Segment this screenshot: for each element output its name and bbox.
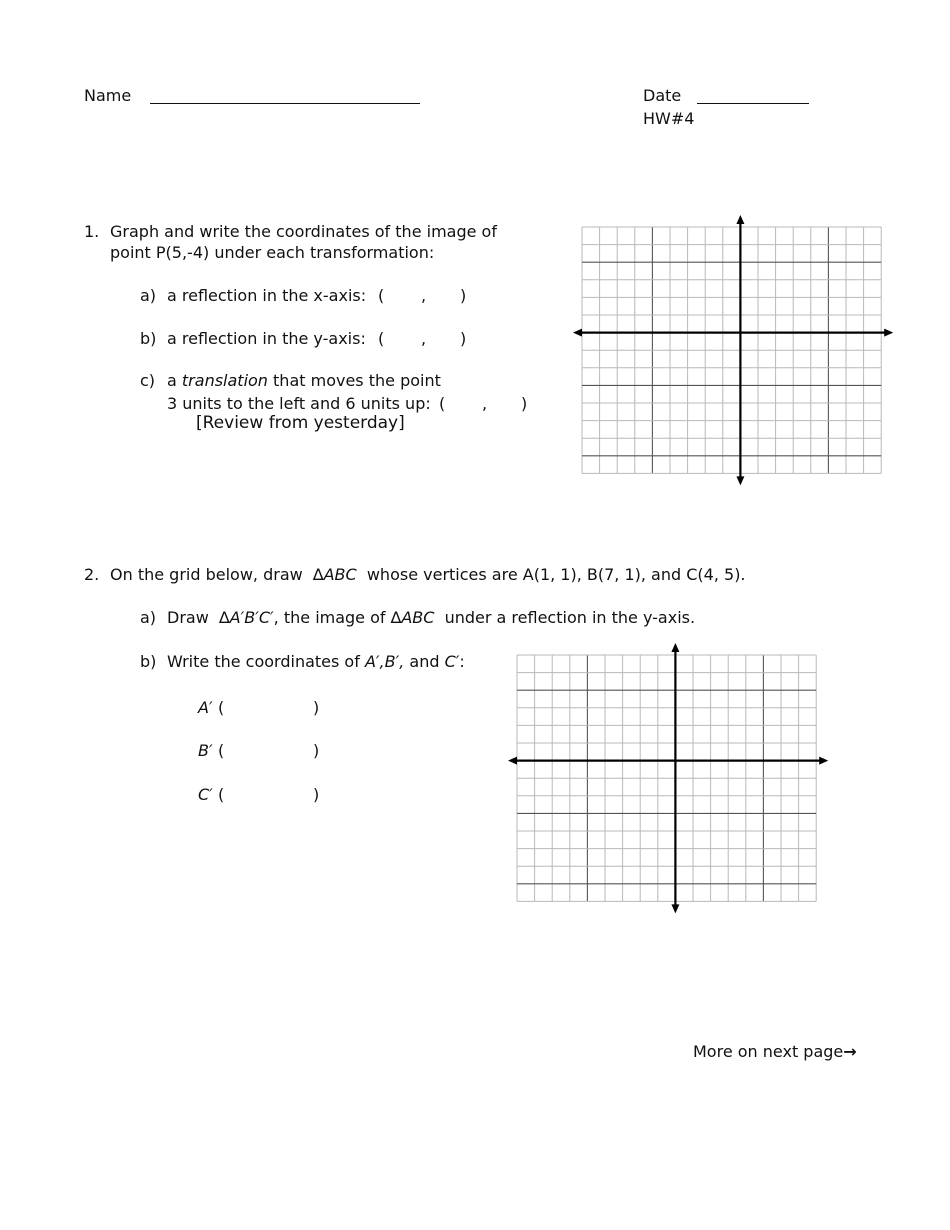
q1b-close-paren: ) (460, 329, 467, 348)
q2a-abc: ABC (401, 608, 435, 627)
q1c-close-paren: ) (521, 394, 528, 413)
q1b-label: b) (140, 329, 157, 348)
triangle-symbol: ∆ (390, 608, 402, 627)
q2-line1 (110, 565, 746, 585)
q1-line2: point P(5,-4) under each transformation: (110, 243, 435, 262)
a-prime-open: ( (218, 698, 225, 717)
c-prime-open: ( (218, 785, 225, 804)
q2a-prime-triangle: A′B′C′ (229, 608, 274, 627)
q1c-pre: a (167, 371, 177, 390)
q1c-comma: , (482, 394, 488, 413)
c-prime-close: ) (313, 785, 320, 804)
q2a-label: a) (140, 608, 157, 627)
grid-2-y-arrow-down-icon (671, 904, 679, 913)
triangle-symbol: ∆ (312, 565, 324, 584)
grid-2-x-arrow-left-icon (508, 757, 517, 765)
a-prime-label: A′ (198, 698, 213, 717)
hw-label: HW#4 (643, 109, 695, 128)
q1c-label: c) (140, 371, 156, 390)
q1c-open-paren: ( (439, 394, 446, 413)
q2b-pre: Write the coordinates of (167, 652, 360, 671)
grid-1-x-arrow-right-icon (884, 329, 893, 337)
q1a-comma: , (421, 286, 427, 305)
q1a-text: a reflection in the x-axis: (167, 286, 367, 305)
q1c-line1 (167, 371, 441, 391)
q1-line1: Graph and write the coordinates of the image of (110, 222, 497, 241)
grid-2-lines (517, 655, 816, 901)
q2a-text (167, 608, 695, 628)
b-prime-label: B′ (198, 741, 213, 760)
q2a-mid: , the image of (273, 608, 386, 627)
q2b-primes: A′,B′, (364, 652, 405, 671)
more-text: More on next page (693, 1042, 844, 1061)
q2-abc: ABC (323, 565, 357, 584)
grid-2-y-arrow-up-icon (671, 643, 679, 652)
grid-2-x-arrow-right-icon (819, 757, 828, 765)
q1c-line2: 3 units to the left and 6 units up: (167, 394, 431, 413)
b-prime-open: ( (218, 741, 225, 760)
q2-line1-post: whose vertices are A(1, 1), B(7, 1), and C(4, 5). (366, 565, 746, 584)
grid-1-y-arrow-up-icon (736, 215, 744, 224)
q2a-pre: Draw (167, 608, 209, 627)
q1-number: 1. (84, 222, 100, 241)
more-on-next-page (693, 1042, 857, 1062)
q2-line1-pre: On the grid below, draw (110, 565, 303, 584)
q2-number: 2. (84, 565, 100, 584)
q1b-comma: , (421, 329, 427, 348)
q1c-italic: translation (181, 371, 268, 390)
grid-1-x-arrow-left-icon (573, 329, 582, 337)
grid-2[interactable] (510, 643, 832, 905)
grid-1-lines (582, 227, 881, 473)
q1b-open-paren: ( (378, 329, 385, 348)
c-prime-label: C′ (198, 785, 213, 804)
date-field[interactable] (697, 100, 809, 104)
q1a-open-paren: ( (378, 286, 385, 305)
q2b-text (167, 652, 465, 672)
q2b-colon: : (459, 652, 465, 671)
b-prime-close: ) (313, 741, 320, 760)
name-label: Name (84, 86, 132, 105)
name-field[interactable] (150, 100, 420, 104)
q1a-close-paren: ) (460, 286, 467, 305)
grid-1-y-arrow-down-icon (736, 476, 744, 485)
right-arrow-icon: → (843, 1042, 857, 1061)
a-prime-close: ) (313, 698, 320, 717)
q1b-text: a reflection in the y-axis: (167, 329, 366, 348)
q2b-and: and (409, 652, 440, 671)
q2b-cprime: C′ (444, 652, 460, 671)
q2a-post: under a reflection in the y-axis. (444, 608, 696, 627)
triangle-symbol: ∆ (218, 608, 230, 627)
q1a-label: a) (140, 286, 157, 305)
review-note: [Review from yesterday] (196, 413, 405, 433)
date-label: Date (643, 86, 682, 105)
grid-1[interactable] (575, 215, 897, 477)
q1c-post: that moves the point (273, 371, 441, 390)
q2b-label: b) (140, 652, 157, 671)
